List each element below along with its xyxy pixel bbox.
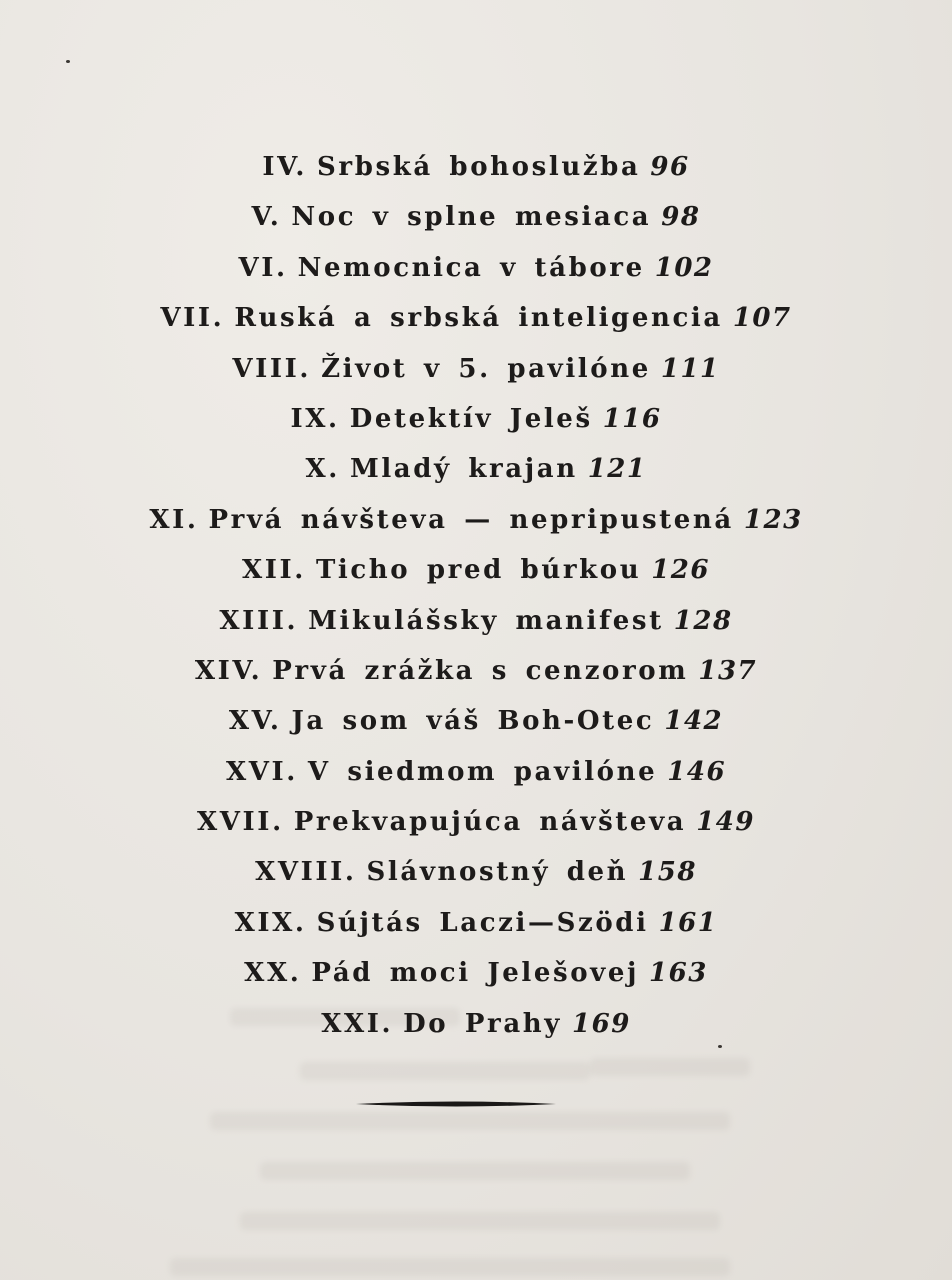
- page-number: 96: [650, 152, 690, 182]
- chapter-number: XVI.: [225, 756, 298, 787]
- chapter-title: Prvá návšteva — nepripustená: [208, 504, 734, 535]
- chapter-title: Sújtás Laczi—Szödi: [316, 907, 649, 938]
- chapter-title: Do Prahy: [403, 1008, 563, 1039]
- chapter-number: IX.: [290, 403, 340, 434]
- chapter-number: XV.: [228, 706, 282, 737]
- page-number: 102: [654, 252, 714, 283]
- chapter-number: V.: [251, 202, 282, 233]
- toc-entry: [0, 394, 952, 444]
- chapter-number: VIII.: [232, 353, 312, 384]
- ink-speck: [718, 1045, 722, 1048]
- chapter-number: IV.: [262, 152, 308, 182]
- chapter-number: VII.: [160, 303, 225, 334]
- chapter-title: Nemocnica v tábore: [297, 252, 645, 283]
- chapter-number: XVII.: [197, 807, 284, 838]
- toc-entry: [0, 948, 952, 998]
- chapter-title: Mladý krajan: [349, 454, 578, 485]
- decorative-rule: [356, 1100, 556, 1108]
- toc-entry: [0, 545, 952, 595]
- page-number: 137: [698, 655, 758, 686]
- chapter-title: Pád moci Jelešovej: [311, 958, 640, 989]
- chapter-title: Ja som váš Boh-Otec: [291, 706, 655, 737]
- chapter-title: Srbská bohoslužba: [317, 152, 641, 182]
- page-number: 142: [664, 706, 724, 737]
- chapter-title: Noc v splne mesiaca: [291, 202, 652, 233]
- page-number: 107: [732, 303, 792, 334]
- toc-entry: [0, 646, 952, 696]
- page-number: 169: [572, 1008, 631, 1039]
- chapter-number: XIX.: [234, 907, 307, 938]
- chapter-number: XXI.: [321, 1008, 394, 1039]
- toc-entry: [0, 847, 952, 897]
- chapter-number: XII.: [242, 555, 306, 586]
- table-of-contents: [0, 142, 952, 1049]
- toc-entry: [0, 898, 952, 948]
- toc-entry: [0, 444, 952, 494]
- chapter-number: XIII.: [219, 605, 299, 636]
- toc-entry: [0, 344, 952, 394]
- chapter-number: X.: [305, 454, 340, 485]
- page-number: 163: [649, 958, 708, 989]
- ink-speck: [66, 60, 70, 63]
- toc-entry: [0, 142, 952, 192]
- toc-entry: [0, 696, 952, 746]
- page-number: 126: [651, 555, 710, 586]
- chapter-title: Ruská a srbská inteligencia: [234, 303, 723, 334]
- chapter-title: Prvá zrážka s cenzorom: [272, 655, 689, 686]
- page-number: 98: [661, 202, 701, 233]
- page-number: 161: [658, 907, 718, 938]
- chapter-title: Život v 5. pavilóne: [321, 353, 651, 384]
- toc-entry: [0, 797, 952, 847]
- page-number: 149: [696, 807, 755, 838]
- chapter-title: Detektív Jeleš: [349, 403, 593, 434]
- chapter-number: XVIII.: [255, 857, 357, 888]
- chapter-title: Mikulášsky manifest: [308, 605, 664, 636]
- page-number: 128: [673, 605, 733, 636]
- toc-entry: [0, 243, 952, 293]
- chapter-number: XIV.: [194, 655, 263, 686]
- page-number: 121: [587, 454, 647, 485]
- page-number: 146: [667, 756, 727, 787]
- chapter-title: V siedmom pavilóne: [307, 756, 658, 787]
- chapter-number: XI.: [149, 504, 199, 535]
- toc-entry: [0, 192, 952, 242]
- toc-entry: [0, 293, 952, 343]
- toc-entry: [0, 747, 952, 797]
- toc-entry: [0, 495, 952, 545]
- page-number: 158: [638, 857, 697, 888]
- chapter-title: Prekvapujúca návšteva: [293, 807, 687, 838]
- chapter-number: VI.: [238, 252, 288, 283]
- chapter-title: Ticho pred búrkou: [315, 555, 642, 586]
- page-number: 111: [660, 353, 720, 384]
- chapter-number: XX.: [244, 958, 302, 989]
- page-number: 123: [743, 504, 803, 535]
- toc-entry: [0, 596, 952, 646]
- toc-entry: [0, 999, 952, 1049]
- page-number: 116: [602, 403, 662, 434]
- chapter-title: Slávnostný deň: [366, 857, 629, 888]
